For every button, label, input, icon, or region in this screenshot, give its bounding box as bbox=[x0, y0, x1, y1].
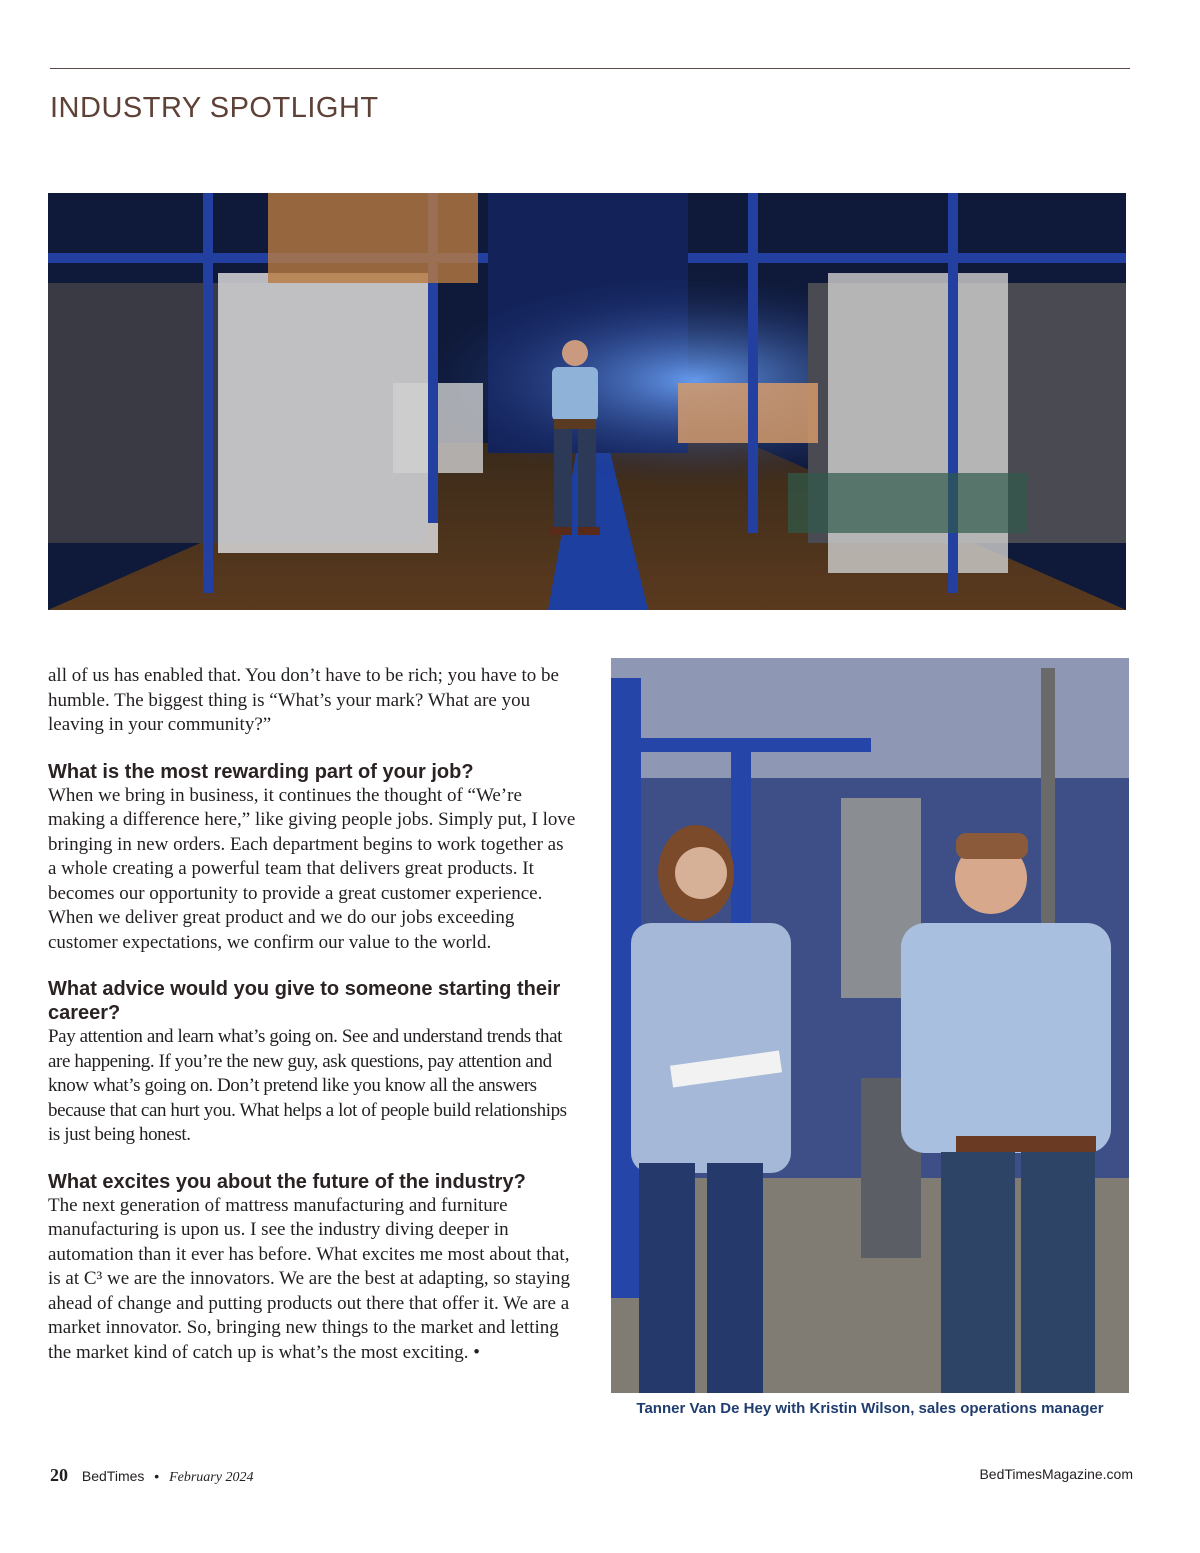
photo-caption: Tanner Van De Hey with Kristin Wilson, sales operations manager bbox=[636, 1400, 1104, 1417]
factory-photo bbox=[611, 658, 1129, 1393]
warehouse-photo bbox=[48, 193, 1126, 610]
question-advice: What advice would you give to someone starting their career? bbox=[48, 978, 561, 1024]
top-rule bbox=[50, 68, 1130, 69]
answer-rewarding: When we bring in business, it continues the thought of “We’re making a difference here,” like giving people jobs. Simply put, I love bringing in new orders. Each department begins to work together as a whole creating a powerful team that delivers great products. It becomes our opportunity to provide a great customer experience. When we deliver great product and we do our jobs exceeding customer expectations, we confirm our value to the world. bbox=[48, 784, 576, 953]
footer-separator: • bbox=[154, 1468, 160, 1484]
article-column bbox=[48, 664, 576, 1365]
answer-advice: Pay attention and learn what’s going on. See and understand trends that are happening. If you’re the new guy, ask questions, pay attention and know what’s going on. Don’t pretend like you know all the answers because that can hurt you. What helps a lot of people build relationships is just being honest. bbox=[48, 1026, 567, 1145]
factory-illustration bbox=[611, 658, 1129, 1393]
website-link[interactable]: BedTimesMagazine.com bbox=[979, 1466, 1133, 1482]
answer-future: The next generation of mattress manufacturing and furniture manufacturing is upon us. I see the industry diving deeper in automation than it ever has before. What excites me most about that, is at C³ we are the innovators. We are the best at adapting, so staying ahead of change and putting products out there that offer it. We are a market innovator. So, bringing new things to the market and letting the market kind of catch up is what’s the most exciting. • bbox=[48, 1194, 570, 1363]
issue-date: February 2024 bbox=[169, 1470, 254, 1485]
footer-left bbox=[50, 1465, 253, 1486]
publication-name: BedTimes bbox=[81, 1468, 145, 1484]
section-title: INDUSTRY SPOTLIGHT bbox=[50, 92, 379, 124]
question-rewarding: What is the most rewarding part of your job? bbox=[48, 760, 474, 783]
question-future: What excites you about the future of the industry? bbox=[48, 1170, 526, 1193]
intro-paragraph: all of us has enabled that. You don’t have to be rich; you have to be humble. The biggest thing is “What’s your mark? What are you leaving in your community?” bbox=[48, 665, 559, 735]
warehouse-illustration bbox=[48, 193, 1126, 610]
page-number: 20 bbox=[50, 1465, 68, 1485]
